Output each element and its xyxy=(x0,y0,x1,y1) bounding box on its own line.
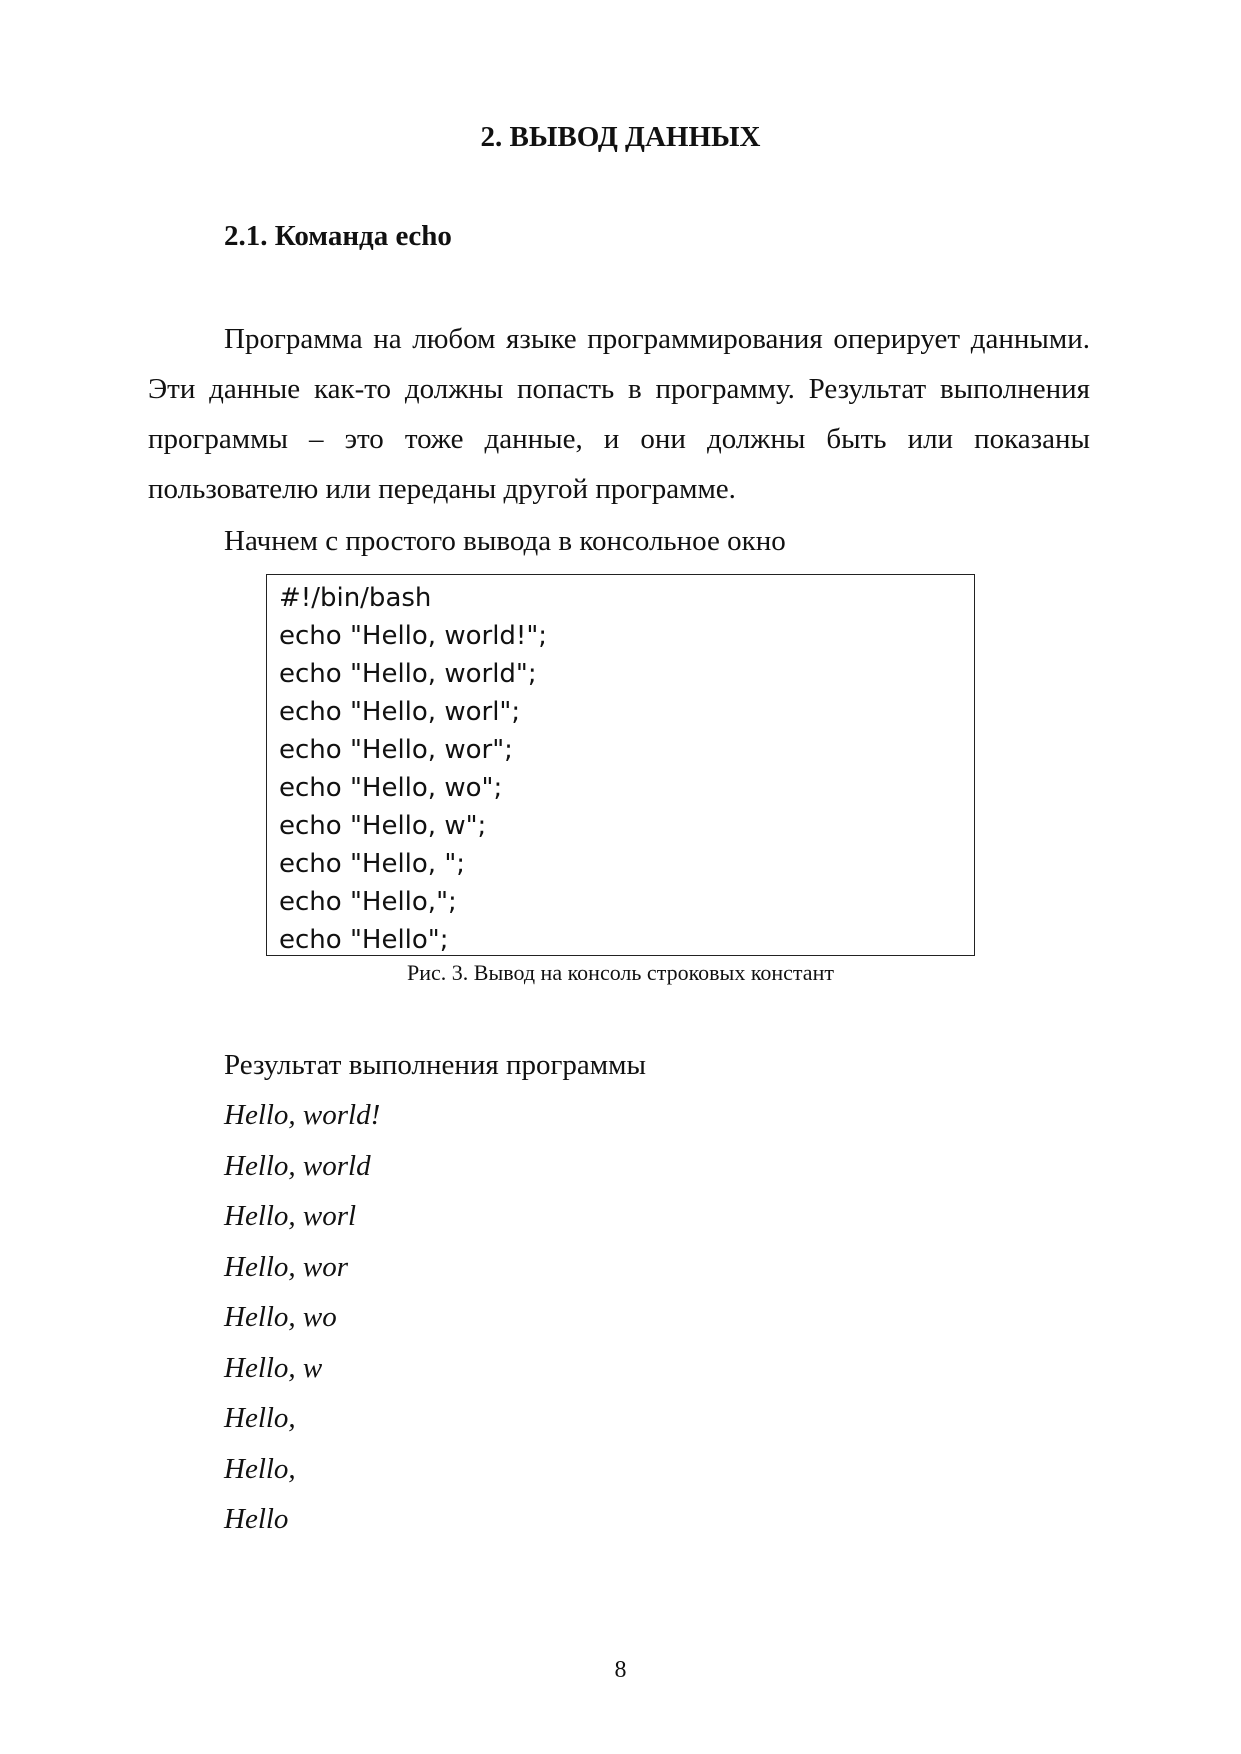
output-line: Hello, xyxy=(224,1452,296,1485)
output-line: Hello, wor xyxy=(224,1250,349,1283)
output-line: Hello, world! xyxy=(224,1099,381,1131)
code-line: echo "Hello, w"; xyxy=(279,811,487,841)
output-line: Hello xyxy=(224,1503,289,1535)
figure-caption: Рис. 3. Вывод на консоль строковых констант xyxy=(407,960,834,985)
result-label: Результат выполнения программы xyxy=(224,1049,646,1081)
output-line: Hello, worl xyxy=(224,1200,357,1232)
code-line: #!/bin/bash xyxy=(279,583,432,613)
code-line: echo "Hello,"; xyxy=(279,887,457,917)
page-number: 8 xyxy=(614,1657,627,1683)
code-listing xyxy=(266,574,975,956)
output-line: Hello, xyxy=(224,1402,296,1434)
code-line: echo "Hello"; xyxy=(279,925,449,955)
code-line: echo "Hello, "; xyxy=(279,849,466,879)
section-title: 2.1. Команда echo xyxy=(224,220,452,252)
code-line: echo "Hello, wo"; xyxy=(279,773,503,803)
code-line: echo "Hello, worl"; xyxy=(279,697,521,727)
code-line: echo "Hello, world"; xyxy=(279,659,537,689)
code-line: echo "Hello, wor"; xyxy=(279,735,513,765)
output-line: Hello, w xyxy=(224,1351,323,1384)
program-output xyxy=(224,1090,380,1545)
code-line: echo "Hello, world!"; xyxy=(279,621,548,651)
output-line: Hello, wo xyxy=(224,1301,337,1333)
chapter-title: 2. ВЫВОД ДАННЫХ xyxy=(480,121,761,153)
intro-paragraph: Программа на любом языке программирования оперирует данными. Эти данные как-то должны попасть в программу. Результат выполнения программы – это тоже данные, и они должны быть или показаны пользователю или переданы другой программе. xyxy=(148,323,1090,505)
lead-paragraph: Начнем с простого вывода в консольное окно xyxy=(224,525,786,557)
output-line: Hello, world xyxy=(224,1149,371,1182)
